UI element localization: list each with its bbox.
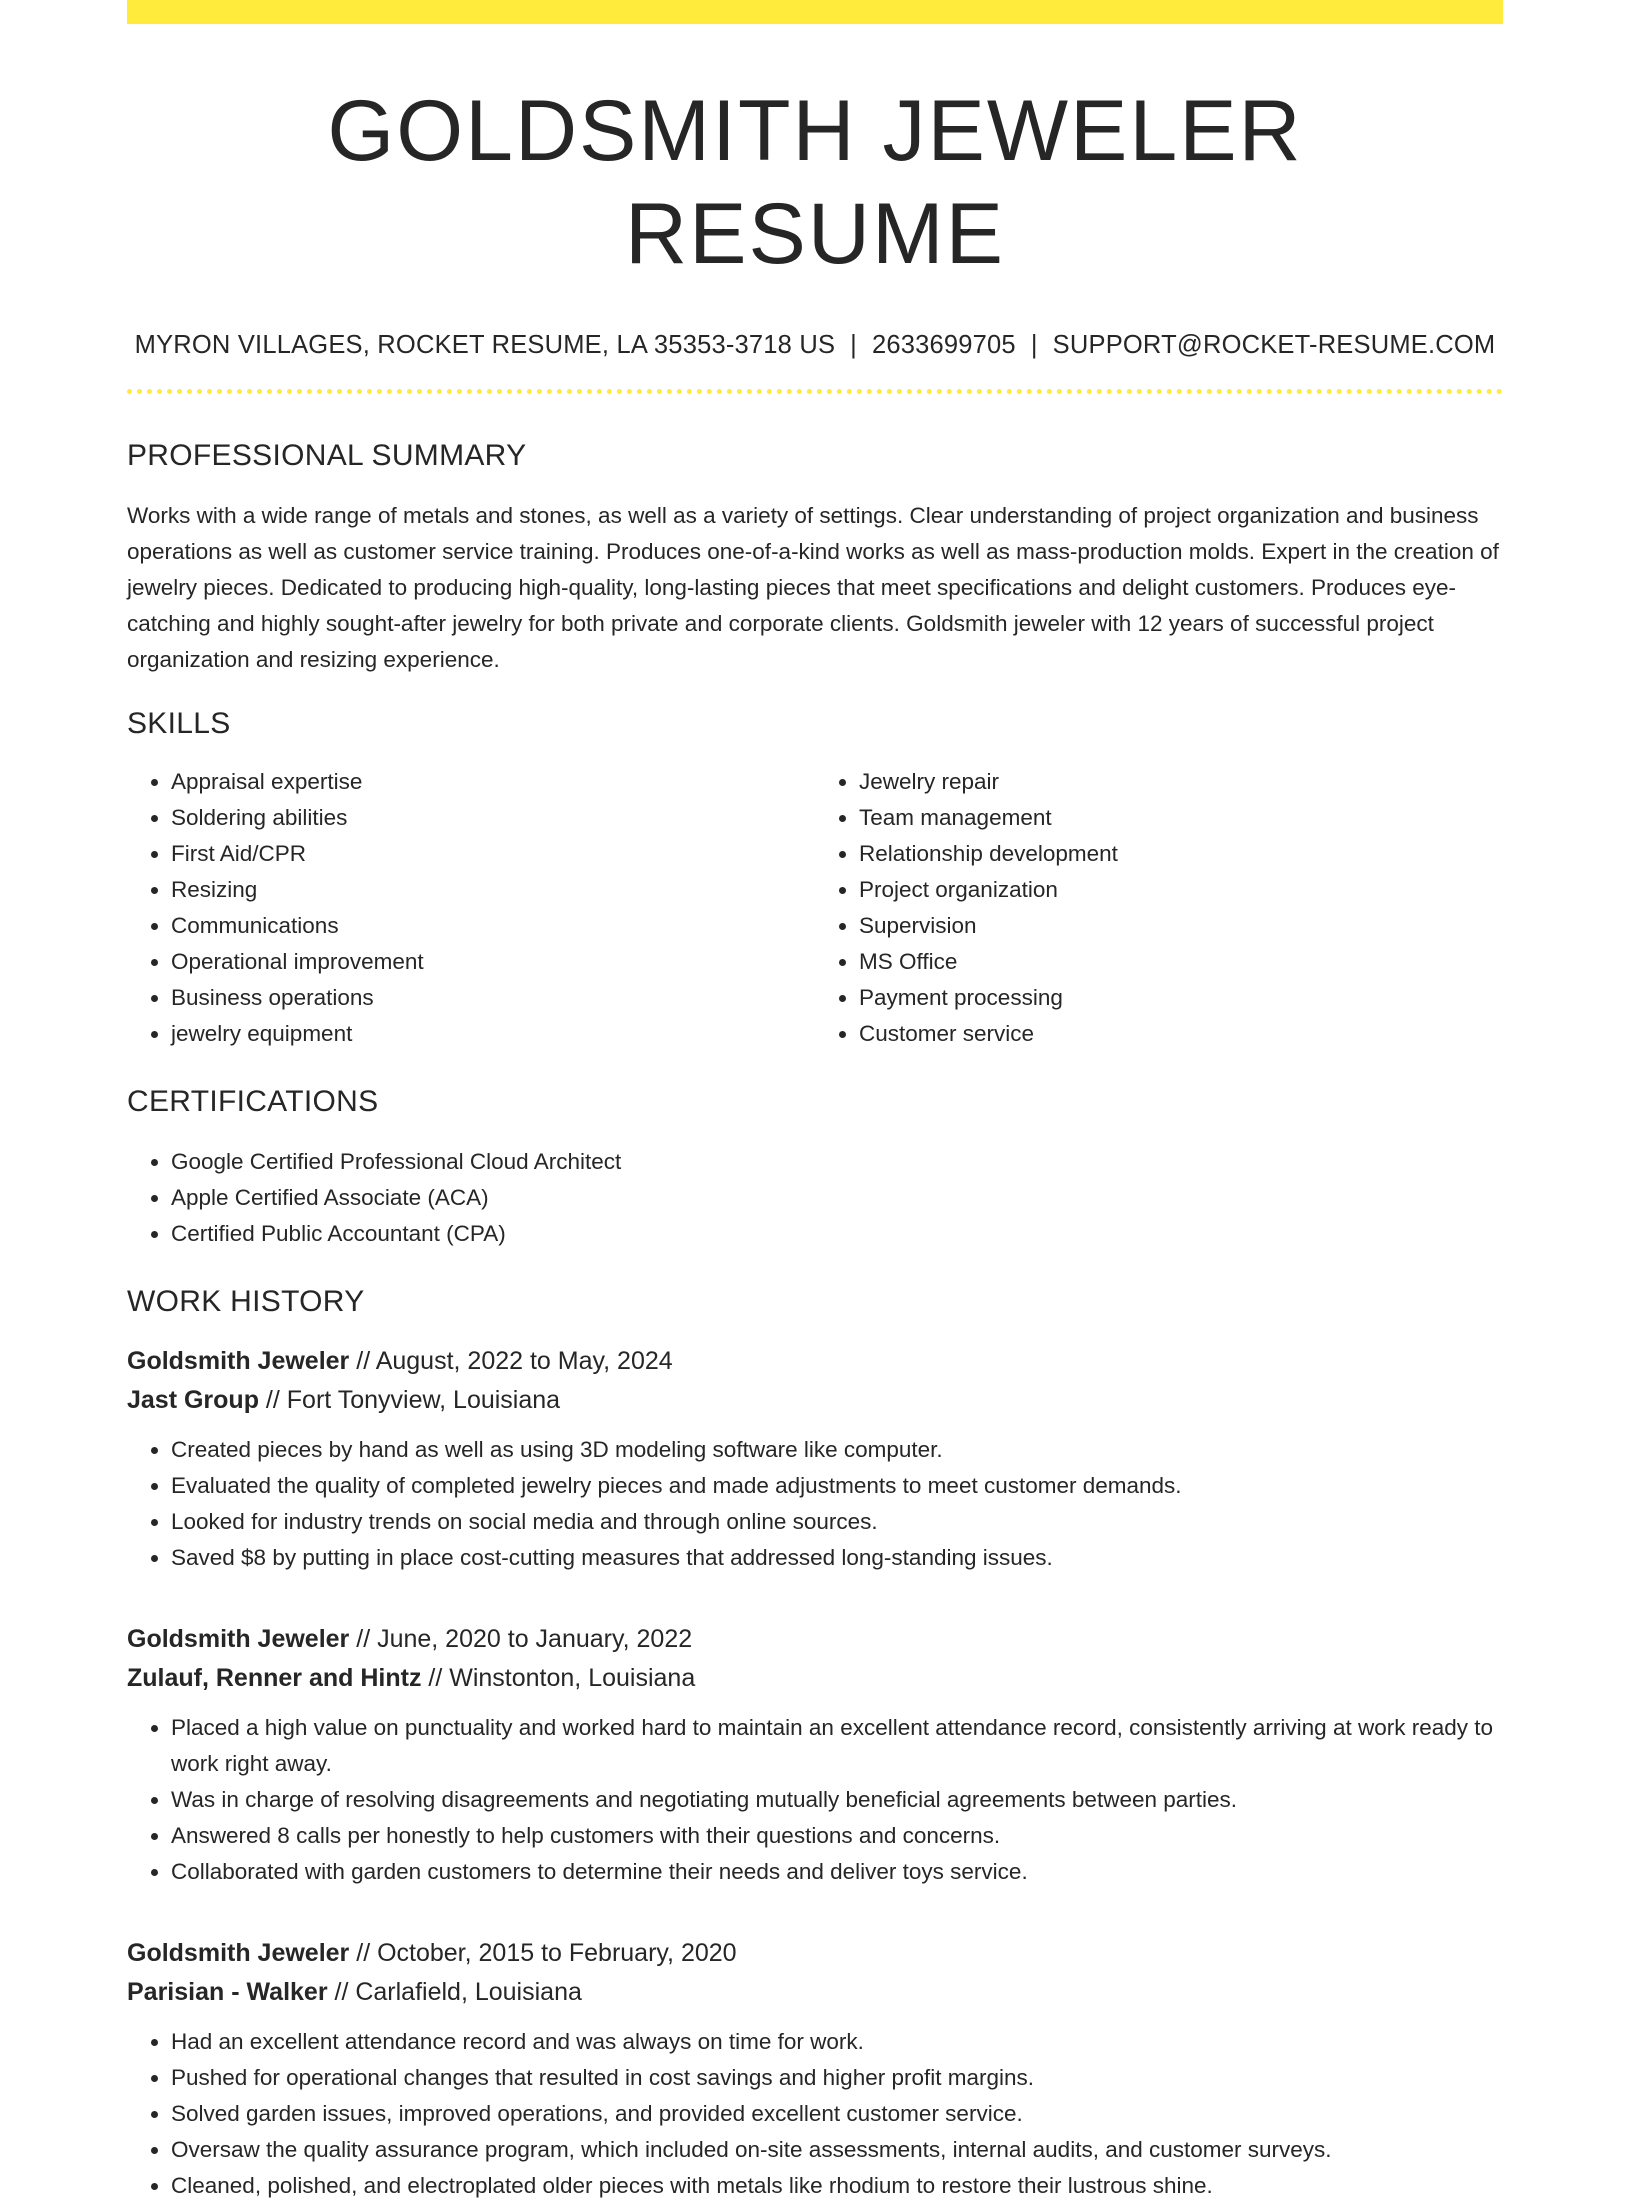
- job-entry: [127, 1342, 1503, 1576]
- skill-item: • Operational improvement: [171, 944, 815, 980]
- contact-email: SUPPORT@ROCKET-RESUME.COM: [1052, 331, 1496, 360]
- contact-line: [127, 330, 1503, 361]
- skill-item: • Communications: [171, 908, 815, 944]
- job-bullet: • Evaluated the quality of completed jewelry pieces and made adjustments to meet customer demands.: [171, 1468, 1503, 1504]
- skill-item: • Appraisal expertise: [171, 764, 815, 800]
- job-company: Jast Group: [127, 1385, 259, 1414]
- job-bullet: • Collaborated with garden customers to determine their needs and deliver toys service.: [171, 1854, 1503, 1890]
- skill-item: • Business operations: [171, 980, 815, 1016]
- resume-page: [127, 0, 1503, 2204]
- skill-item: • Jewelry repair: [859, 764, 1503, 800]
- certification-item: • Apple Certified Associate (ACA): [171, 1180, 1503, 1216]
- skills-columns: [127, 764, 1503, 1052]
- job-role-line: [127, 1620, 1503, 1659]
- job-bullets: [127, 2024, 1503, 2204]
- skill-item: • Relationship development: [859, 836, 1503, 872]
- skill-item: • Payment processing: [859, 980, 1503, 1016]
- skills-list-right: [815, 764, 1503, 1052]
- job-dates: // October, 2015 to February, 2020: [349, 1938, 737, 1967]
- skill-item: • MS Office: [859, 944, 1503, 980]
- job-bullet: • Looked for industry trends on social media and through online sources.: [171, 1504, 1503, 1540]
- accent-top-bar: [127, 0, 1503, 24]
- job-bullet: • Cleaned, polished, and electroplated older pieces with metals like rhodium to restore their lustrous shine.: [171, 2168, 1503, 2204]
- job-bullet: • Pushed for operational changes that resulted in cost savings and higher profit margins.: [171, 2060, 1503, 2096]
- job-role-line: [127, 1342, 1503, 1381]
- job-role: Goldsmith Jeweler: [127, 1624, 350, 1653]
- skill-item: • Customer service: [859, 1016, 1503, 1052]
- job-company-line: [127, 1381, 1503, 1420]
- job-bullet: • Created pieces by hand as well as using 3D modeling software like computer.: [171, 1432, 1503, 1468]
- job-location: // Carlafield, Louisiana: [327, 1977, 582, 2006]
- job-bullets: [127, 1710, 1503, 1890]
- job-location: // Fort Tonyview, Louisiana: [258, 1385, 561, 1414]
- job-company-line: [127, 1659, 1503, 1698]
- skill-item: • Supervision: [859, 908, 1503, 944]
- job-bullet: • Solved garden issues, improved operations, and provided excellent customer service.: [171, 2096, 1503, 2132]
- job-bullet: • Placed a high value on punctuality and worked hard to maintain an excellent attendance record, consistently arriving at work ready to work right away.: [171, 1710, 1503, 1782]
- job-bullets: [127, 1432, 1503, 1576]
- job-role-line: [127, 1934, 1503, 1973]
- contact-separator: |: [1030, 331, 1038, 360]
- skill-item: • Soldering abilities: [171, 800, 815, 836]
- skill-item: • Project organization: [859, 872, 1503, 908]
- job-role: Goldsmith Jeweler: [127, 1938, 350, 1967]
- resume-title: GOLDSMITH JEWELER RESUME: [327, 83, 1303, 283]
- dotted-divider: [127, 389, 1503, 394]
- contact-phone: 2633699705: [872, 331, 1016, 360]
- summary-text: Works with a wide range of metals and stones, as well as a variety of settings. Clear understanding of project organization and business operations as well as customer service training. Produces one-of-a-kind works as well as mass-production molds. Expert in the creation of jewelry pieces. Dedicated to producing high-quality, long-lasting pieces that meet specifications and delight customers. Produces eye-catching and highly sought-after jewelry for both private and corporate clients. Goldsmith jeweler with 12 years of successful project organization and resizing experience.: [127, 502, 1499, 672]
- job-company-line: [127, 1973, 1503, 2012]
- job-location: // Winstonton, Louisiana: [421, 1663, 696, 1692]
- job-bullet: • Answered 8 calls per honestly to help customers with their questions and concerns.: [171, 1818, 1503, 1854]
- skill-item: • First Aid/CPR: [171, 836, 815, 872]
- job-bullet: • Saved $8 by putting in place cost-cutting measures that addressed long-standing issues.: [171, 1540, 1503, 1576]
- job-company: Parisian - Walker: [127, 1977, 328, 2006]
- contact-address: MYRON VILLAGES, ROCKET RESUME, LA 35353-3718 US: [134, 331, 836, 360]
- job-bullet: • Oversaw the quality assurance program, which included on-site assessments, internal audits, and customer surveys.: [171, 2132, 1503, 2168]
- job-bullet: • Had an excellent attendance record and was always on time for work.: [171, 2024, 1503, 2060]
- skills-list-left: [127, 764, 815, 1052]
- section-title-summary: PROFESSIONAL SUMMARY: [127, 438, 527, 472]
- job-company: Zulauf, Renner and Hintz: [127, 1663, 422, 1692]
- job-dates: // June, 2020 to January, 2022: [349, 1624, 693, 1653]
- section-title-certifications: CERTIFICATIONS: [127, 1084, 379, 1118]
- contact-separator: |: [850, 331, 857, 360]
- certifications-list: [127, 1144, 1503, 1252]
- job-bullet: • Was in charge of resolving disagreements and negotiating mutually beneficial agreements between parties.: [171, 1782, 1503, 1818]
- job-entry: [127, 1934, 1503, 2204]
- job-dates: // August, 2022 to May, 2024: [349, 1346, 673, 1375]
- skill-item: • Resizing: [171, 872, 815, 908]
- section-title-skills: SKILLS: [127, 706, 231, 740]
- certification-item: • Google Certified Professional Cloud Architect: [171, 1144, 1503, 1180]
- job-entry: [127, 1620, 1503, 1890]
- section-title-work-history: WORK HISTORY: [127, 1284, 365, 1318]
- job-role: Goldsmith Jeweler: [127, 1346, 350, 1375]
- skill-item: • jewelry equipment: [171, 1016, 815, 1052]
- certification-item: • Certified Public Accountant (CPA): [171, 1216, 1503, 1252]
- skill-item: • Team management: [859, 800, 1503, 836]
